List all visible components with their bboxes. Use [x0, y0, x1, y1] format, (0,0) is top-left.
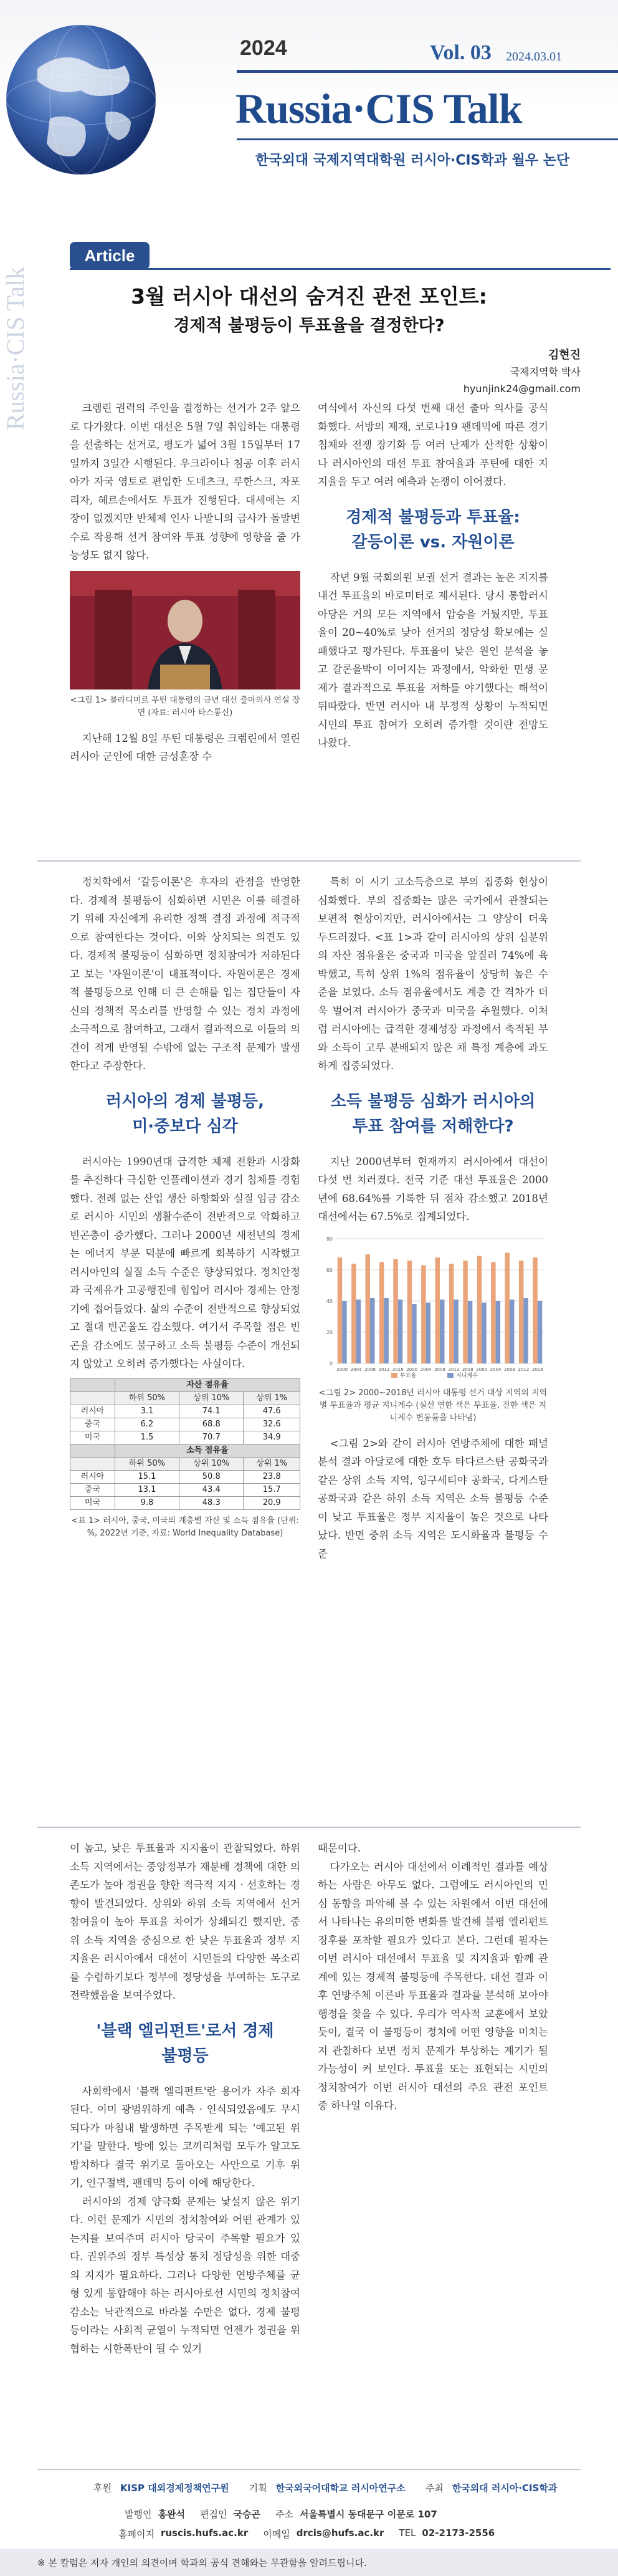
- table-col-header: 상위 10%: [179, 1391, 244, 1405]
- author-block: [463, 347, 581, 397]
- table-row: [70, 1483, 300, 1496]
- publication-subtitle: 한국외대 국제지역대학원 러시아·CIS학과 월우 논단: [255, 153, 570, 168]
- paragraph: 다가오는 러시아 대선에서 이례적인 결과를 예상하는 사람은 아무도 없다. 그럼에도 러시아인의 민심 동향을 파악해 볼 수 있는 차원에서 이번 대선에서 나타나는 유의미한 변화를 발견해 불평 엘리펀트 징후를 포착할 필요가 있다고 본다. 그런데 필자는 이번 러시아 대선에서 투표율 및 지지율과 함께 관계에 있는 경제적 불평등에 주목한다. 대선 결과 이후 연방주체 이른바 투표율과 결과를 분석해 보아야 행정을 찾을 수 있다. 우리가 역사적 교훈에서 보았듯이, 결국 이 불평등이 정치에 어떤 영향을 미치는지 관찰하다 보면 정치 문제가 부상하는 계기가 될 가능성이 커 보인다. 투표율 또는 표현되는 시민의 정치참여가 이번 러시아 대선의 주요 관전 포인트 중 하나일 이유다.: [318, 1860, 548, 2112]
- address-value: 서울특별시 동대문구 이문로 107: [299, 2509, 437, 2520]
- block3-left-column: [70, 1839, 300, 2358]
- chart-bar: [393, 1259, 397, 1363]
- section-heading-line: 투표 참여를 저해한다?: [352, 1117, 514, 1136]
- table-row: [70, 1496, 300, 1509]
- section-heading-line: 경제적 불평등과 투표율:: [346, 507, 520, 527]
- chart-bar: [342, 1301, 346, 1363]
- paragraph: 크렘린 권력의 주인을 결정하는 선거가 2주 앞으로 다가왔다. 이번 대선은 5월 7일 취임하는 대통령을 선출하는 선거로, 평도가 넓어 3월 15일부터 17일까지 3일간 시행된다. 우크라이나 침공 이후 러시아가 자국 영토로 편입한 도네츠크, 루한스크, 자포리자, 헤르손에서도 투표가 진행된다. 대세에는 지장이 없겠지만 반체제 인사 나발니의 급사가 돌발변수로 작용해 선거 참여와 투표 성향에 영향을 줄 가능성도 없지 않다.: [70, 402, 300, 561]
- author-email[interactable]: hyunjink24@gmail.com: [463, 383, 581, 395]
- chart-y-tick: 80: [326, 1236, 333, 1242]
- chart-y-tick: 40: [326, 1298, 333, 1304]
- page-divider: [37, 860, 581, 862]
- table-row: [70, 1470, 300, 1483]
- table-cell: 23.8: [244, 1470, 300, 1483]
- chart-legend-label: 지니계수: [456, 1372, 478, 1379]
- table-cell: [70, 1444, 115, 1457]
- paragraph: 러시아는 1990년대 급격한 체제 전환과 시장화를 추진하다 극심한 인플레이션과 경기 침체를 경험했다. 전례 없는 산업 생산 하향화와 실질 임금 감소로 러시아 시민의 생활수준이 전반적으로 악화하고 빈곤층이 증가했다. 그러나 2000년 새천년의 경제는 에너지 부문 덕분에 빠르게 회복하기 시작했고 러시아인의 실질 소득 수준은 향상되었다. 정치안정과 국제유가 고공행진에 힘입어 러시아 경제는 안정기에 접어들었다. 삶의 수준이 전반적으로 향상되었고 절대 빈곤율도 감소했다. 여기서 주목할 점은 빈곤율 감소에도 불구하고 소득 불평등 수준이 개선되지 않았고 오히려 증가했다는 사실이다.: [70, 1155, 300, 1370]
- inequality-table: [70, 1378, 300, 1510]
- web-label: 홈페이지: [118, 2529, 154, 2540]
- turnout-gini-chart: [318, 1233, 548, 1382]
- chart-x-tick: 2008: [434, 1367, 445, 1372]
- table-row-label: 러시아: [70, 1470, 115, 1483]
- section-heading: [318, 505, 548, 555]
- chart-x-tick: 2018: [392, 1367, 404, 1372]
- table-cell: 34.9: [244, 1431, 300, 1444]
- table-cell: 68.8: [179, 1418, 244, 1431]
- table-cell: 20.9: [244, 1496, 300, 1509]
- chart-bar: [505, 1252, 510, 1363]
- host-label: 기획: [249, 2482, 267, 2494]
- chart-y-tick: 0: [329, 1360, 333, 1367]
- table-row: [70, 1405, 300, 1418]
- chart-x-tick: 2004: [490, 1367, 502, 1372]
- block2-right-column: [318, 873, 548, 1563]
- chart-x-tick: 2004: [350, 1367, 362, 1372]
- table-col-header: 상위 1%: [244, 1391, 300, 1405]
- section-heading-line: 불평등: [161, 2046, 209, 2065]
- table-cell: 15.7: [244, 1483, 300, 1496]
- paragraph: 작년 9월 국회의원 보궐 선거 결과는 높은 지지를 내건 투표율의 바로미터로 제시된다. 당시 통합러시아당은 거의 모든 지역에서 압승을 거뒀지만, 투표율이 20~40%로 낮아 선거의 정당성 확보에는 실패했다고 평가된다. 투표율이 낮은 원인 분석을 놓고 갈론을박이 이어지는 과정에서, 악화한 민생 문제가 결과적으로 투표율 저하를 야기했다는 해석이 뒤따랐다. 반면 러시아 내 부정적 상황이 누적되면 시민의 투표 참여가 오히려 증가할 것이란 전망도 나왔다.: [318, 571, 548, 749]
- chart-legend-label: 투표율: [400, 1372, 417, 1379]
- chart-bar: [338, 1257, 342, 1363]
- table-group-row: [70, 1378, 300, 1391]
- table-cell: 47.6: [244, 1405, 300, 1418]
- organizer-label: 주최: [425, 2482, 444, 2494]
- table-cell: 13.1: [115, 1483, 179, 1496]
- chart-bar: [440, 1299, 444, 1363]
- block3-right-column: [318, 1839, 548, 2115]
- table-caption: <표 1> 러시아, 중국, 미국의 계층별 자산 및 소득 점유율 (단위: %, 2022년 기준, 자료: World Inequality Database): [71, 1516, 299, 1538]
- chart-bar: [449, 1264, 454, 1363]
- article-tag: Article: [70, 242, 150, 269]
- chart-x-tick: 2008: [504, 1367, 515, 1372]
- chart-bar: [421, 1265, 425, 1363]
- section-heading: [70, 1089, 300, 1139]
- table-col-header: 하위 50%: [115, 1391, 179, 1405]
- header: [0, 0, 618, 187]
- web-link[interactable]: ruscis.hufs.ac.kr: [160, 2527, 249, 2539]
- chart-x-tick: 2000: [476, 1367, 488, 1372]
- article-title: 3월 러시아 대선의 숨겨진 관전 포인트:: [131, 284, 487, 309]
- chart-x-tick: 2012: [448, 1367, 460, 1372]
- chart-bar: [379, 1262, 384, 1363]
- paragraph: 정치학에서 '갈등이론'은 후자의 관점을 반영한다. 경제적 불평등이 심화하면 시민은 이를 해결하기 위해 자신에게 유리한 정책 결정 과정에 적극적으로 참여한다는 것이다. 이와 상치되는 의견도 있다. 경제적 불평등이 심화하면 정치참여가 저하된다고 보는 '자원이론'이 대표적이다. 자원이론은 경제적 불평등으로 인해 더 큰 손해를 입는 집단들이 자신의 정책적 목소리를 반영할 수 있는 정치 과정에 소극적으로 참여하고, 그래서 결과적으로 이들의 의견이 적게 반영될 수밖에 없는 구조적 문제가 발생한다고 주장한다.: [70, 876, 300, 1072]
- chart-x-tick: 2012: [378, 1367, 390, 1372]
- author-name: 김현진: [548, 348, 581, 362]
- table-row-label: 중국: [70, 1418, 115, 1431]
- chart-bar: [523, 1298, 528, 1363]
- table-cell: 70.7: [179, 1431, 244, 1444]
- publication-title: Russia·CIS Talk: [235, 85, 522, 132]
- organizer-name[interactable]: 한국외대 러시아·CIS학과: [452, 2482, 558, 2494]
- block2-left-column: [70, 873, 300, 1550]
- chart-bar: [533, 1257, 537, 1363]
- table-row: [70, 1431, 300, 1444]
- table-cell: 9.8: [115, 1496, 179, 1509]
- editor-label: 편집인: [199, 2509, 227, 2520]
- issue-year: 2024: [240, 36, 287, 60]
- chart-x-tick: 2008: [364, 1367, 376, 1372]
- issue-volume: Vol. 03: [430, 41, 492, 64]
- chart-x-tick: 2018: [531, 1367, 543, 1372]
- chart-bar: [538, 1301, 542, 1363]
- paragraph: 여식에서 자신의 다섯 번째 대선 출마 의사를 공식화했다. 서방의 제재, 코로나19 팬데믹에 따른 경기 침체와 전쟁 장기화 등 여러 난제가 산적한 상황이나 러시아인의 대선 투표 참여율과 푸틴에 대한 지지율을 두고 여러 예측과 논쟁이 이어졌다.: [318, 402, 548, 488]
- email-label: 이메일: [263, 2529, 290, 2540]
- table-cell: [70, 1391, 115, 1405]
- chart-bar: [468, 1301, 472, 1363]
- table-group-row: [70, 1444, 300, 1457]
- table-cell: 3.1: [115, 1405, 179, 1418]
- table-group-title: 자산 점유율: [115, 1378, 300, 1391]
- chart-bar: [356, 1299, 361, 1363]
- chart-x-tick: 2000: [406, 1367, 418, 1372]
- table-header-row: [70, 1391, 300, 1405]
- section-heading-line: 소득 불평등 심화가 러시아의: [330, 1092, 536, 1111]
- chart-bar: [412, 1304, 416, 1363]
- chart-bar: [510, 1299, 514, 1363]
- block1-right-column: [318, 399, 548, 752]
- chart-bar: [482, 1302, 486, 1363]
- table-cell: 15.1: [115, 1470, 179, 1483]
- author-title: 국제지역학 박사: [510, 366, 581, 378]
- chart-x-tick: 2018: [462, 1367, 473, 1372]
- section-heading-line: '블랙 엘리펀트'로서 경제: [96, 2021, 274, 2040]
- page-divider: [37, 1827, 581, 1828]
- table-cell: 43.4: [179, 1483, 244, 1496]
- chart-bar: [426, 1302, 430, 1363]
- table-header-row: [70, 1457, 300, 1470]
- chart-bar: [384, 1298, 388, 1363]
- host-name[interactable]: 한국외국어대학교 러시아연구소: [275, 2482, 406, 2494]
- chart-bar: [435, 1257, 440, 1363]
- tel-value: 02-2173-2556: [422, 2527, 495, 2539]
- chart-legend-swatch: [447, 1373, 454, 1378]
- disclaimer-strip: [0, 2549, 618, 2576]
- chart-x-tick: 2000: [336, 1367, 348, 1372]
- chart-bar: [477, 1256, 482, 1363]
- chart-bar: [496, 1301, 500, 1363]
- vertical-watermark-text: Russia·CIS Talk: [1, 266, 29, 430]
- article-subtitle: 경제적 불평등이 투표율을 결정한다?: [173, 316, 445, 335]
- chart-bar: [398, 1299, 402, 1363]
- globe-icon: [0, 25, 187, 212]
- chart-bar: [370, 1298, 374, 1363]
- chart-x-tick: 2004: [420, 1367, 432, 1372]
- chart-x-tick: 2012: [518, 1367, 530, 1372]
- table-row: [70, 1418, 300, 1431]
- paragraph: 이 높고, 낮은 투표율과 지지율이 관찰되었다. 하위 소득 지역에서는 중앙정부가 재분배 정책에 대한 의존도가 높아 정권을 향한 적극적 지지 · 선호하는 경향이 발견되었다. 상위와 하위 소득 지역에서 선거 참여율이 높아 투표율 차이가 상쇄되긴 했지만, 중위 소득 지역을 중심으로 한 낮은 투표율과 정부 지지율은 러시아에서 대선이 시민들의 다양한 목소리를 수렴하기보다 정부에 정당성을 부여하는 도구로 전략했음을 보여주었다.: [70, 1842, 300, 2001]
- issue-date: 2024.03.01: [506, 50, 562, 64]
- section-heading: [318, 1089, 548, 1139]
- publisher-label: 발행인: [125, 2509, 152, 2520]
- table-col-header: 상위 10%: [179, 1457, 244, 1470]
- table-col-header: 하위 50%: [115, 1457, 179, 1470]
- chart-y-tick: 60: [326, 1267, 333, 1273]
- disclaimer-text: ※ 본 칼럼은 저자 개인의 의견이며 학과의 공식 견해와는 무관함을 알려드립니다.: [37, 2557, 367, 2569]
- tel-label: TEL: [399, 2527, 416, 2539]
- chart-legend-swatch: [391, 1373, 397, 1378]
- section-heading: [70, 2019, 300, 2069]
- table-row-label: 미국: [70, 1431, 115, 1444]
- footer-publisher-row: [0, 2507, 618, 2521]
- table-col-header: 상위 1%: [244, 1457, 300, 1470]
- email-link[interactable]: drcis@hufs.ac.kr: [296, 2527, 384, 2539]
- publisher-name: 홍완석: [158, 2509, 185, 2520]
- footer-rule: [37, 2469, 581, 2470]
- header-rule-bottom: [237, 138, 618, 140]
- table-cell: 32.6: [244, 1418, 300, 1431]
- table-cell: 1.5: [115, 1431, 179, 1444]
- paragraph: 지난해 12월 8일 푸틴 대통령은 크렘린에서 열린 러시아 군인에 대한 금성훈장 수: [70, 732, 300, 762]
- chart-bar: [491, 1262, 495, 1363]
- table-row-label: 중국: [70, 1483, 115, 1496]
- chart-bar: [463, 1261, 467, 1363]
- chart-bar: [407, 1261, 412, 1363]
- table-cell: 50.8: [179, 1470, 244, 1483]
- paragraph: 때문이다.: [318, 1842, 361, 1854]
- chart-bar: [454, 1299, 458, 1363]
- table-cell: 74.1: [179, 1405, 244, 1418]
- table-row-label: 미국: [70, 1496, 115, 1509]
- paragraph: 특히 이 시기 고소득층으로 부의 집중화 현상이 심화했다. 부의 집중화는 많은 국가에서 관찰되는 보편적 현상이지만, 러시아에서는 그 양상이 더욱 두드러졌다. <표 1>과 같이 러시아의 상위 십분위의 자산 점유율은 중국과 미국을 앞질러 74%에 육박했고, 특히 상위 1%의 점유율이 상당히 높은 수준을 보였다. 소득 점유율에서도 계층 간 격차가 더욱 벌어져 러시아가 중국과 미국을 추월했다. 이처럼 러시아에는 급격한 경제성장 과정에서 축적된 부와 소득이 고루 분배되지 않은 채 특정 계층에 과도하게 집중되었다.: [318, 876, 548, 1072]
- sponsor-name[interactable]: KISP 대외경제정책연구원: [120, 2482, 229, 2494]
- section-heading-line: 러시아의 경제 불평등,: [105, 1092, 265, 1111]
- footer-contact-row: [0, 2527, 618, 2540]
- chart-y-tick: 20: [326, 1329, 333, 1335]
- chart-bar: [351, 1264, 356, 1363]
- editor-name: 국승곤: [233, 2509, 260, 2520]
- header-rule-top: [237, 70, 618, 73]
- address-label: 주소: [275, 2509, 293, 2520]
- table-cell: 48.3: [179, 1496, 244, 1509]
- table-cell: [70, 1457, 115, 1470]
- footer-organizations: [0, 2481, 618, 2494]
- table-cell: [70, 1378, 115, 1391]
- chart-bar: [366, 1254, 370, 1363]
- paragraph: 지난 2000년부터 현재까지 러시아에서 대선이 다섯 번 치러졌다. 전국 기준 대선 투표율은 2000년에 68.64%를 기록한 뒤 점차 감소했고 2018년 대선에서는 67.5%로 집계되었다.: [318, 1155, 548, 1223]
- section-heading-line: 미·중보다 심각: [132, 1117, 238, 1136]
- table-row-label: 러시아: [70, 1405, 115, 1418]
- article-tag-rule: [70, 268, 611, 270]
- paragraph: 사회학에서 '블랙 엘리펀트'란 용어가 자주 회자된다. 이미 광범위하게 예측 · 인식되었음에도 무시되다가 마침내 발생하면 주목받게 되는 '예고된 위기'를 말한다. 방에 있는 코끼리처럼 모두가 알고도 방치하다 결국 위기로 돌아오는 사안으로 기후 위기, 인구절벽, 팬데믹 등이 이에 해당한다.: [70, 2085, 300, 2189]
- photo-illustration: [70, 571, 300, 690]
- sponsor-label: 후원: [93, 2482, 112, 2494]
- chart-bar: [519, 1261, 523, 1363]
- chart-caption: <그림 2> 2000~2018년 러시아 대통령 선거 대상 지역의 지역별 투표율과 평균 지니계수 (실선 연한 색은 투표율, 진한 색은 지니계수 변동률을 나타냄): [318, 1388, 548, 1423]
- section-heading-line: 갈등이론 vs. 자원이론: [351, 532, 515, 552]
- paragraph: 러시아의 경제 양극화 문제는 낯설지 않은 위기다. 이런 문제가 시민의 정치참여와 어떤 관계가 있는지를 보여주며 러시아 당국이 주목할 필요가 있다. 권위주의 정부 특성상 통치 정당성을 위한 대중의 지지가 필요하다. 그러나 다양한 연방주체를 균형 있게 통합해야 하는 러시아로선 시민의 정치참여 감소는 낙관적으로 바라볼 수만은 없다. 경제 불평등이라는 사회적 균열이 누적되면 언젠가 정권을 위협하는 시한폭탄이 될 수 있기: [70, 2195, 300, 2355]
- table-cell: 6.2: [115, 1418, 179, 1431]
- block1-left-column: [70, 399, 300, 766]
- putin-speech-photo: [70, 571, 300, 690]
- paragraph: <그림 2>와 같이 러시아 연방주체에 대한 패널 분석 결과 아달로에 대한 호두 타다르스탄 공화국과 같은 상위 소득 지역, 잉구세티야 공화국, 다게스탄공화국과 같은 하위 소득 지역은 소득 불평등 수준이 낮고 투표율은 정부 지지율이 높은 것으로 나타났다. 반면 중위 소득 지역은 도시화율과 불평등 수준: [318, 1437, 548, 1560]
- photo-caption: <그림 1> 블라디미르 푸틴 대통령의 금년 대선 출마의사 연설 장면 (자료: 러시아 타스통신): [70, 695, 300, 718]
- table-group-title: 소득 점유율: [115, 1444, 300, 1457]
